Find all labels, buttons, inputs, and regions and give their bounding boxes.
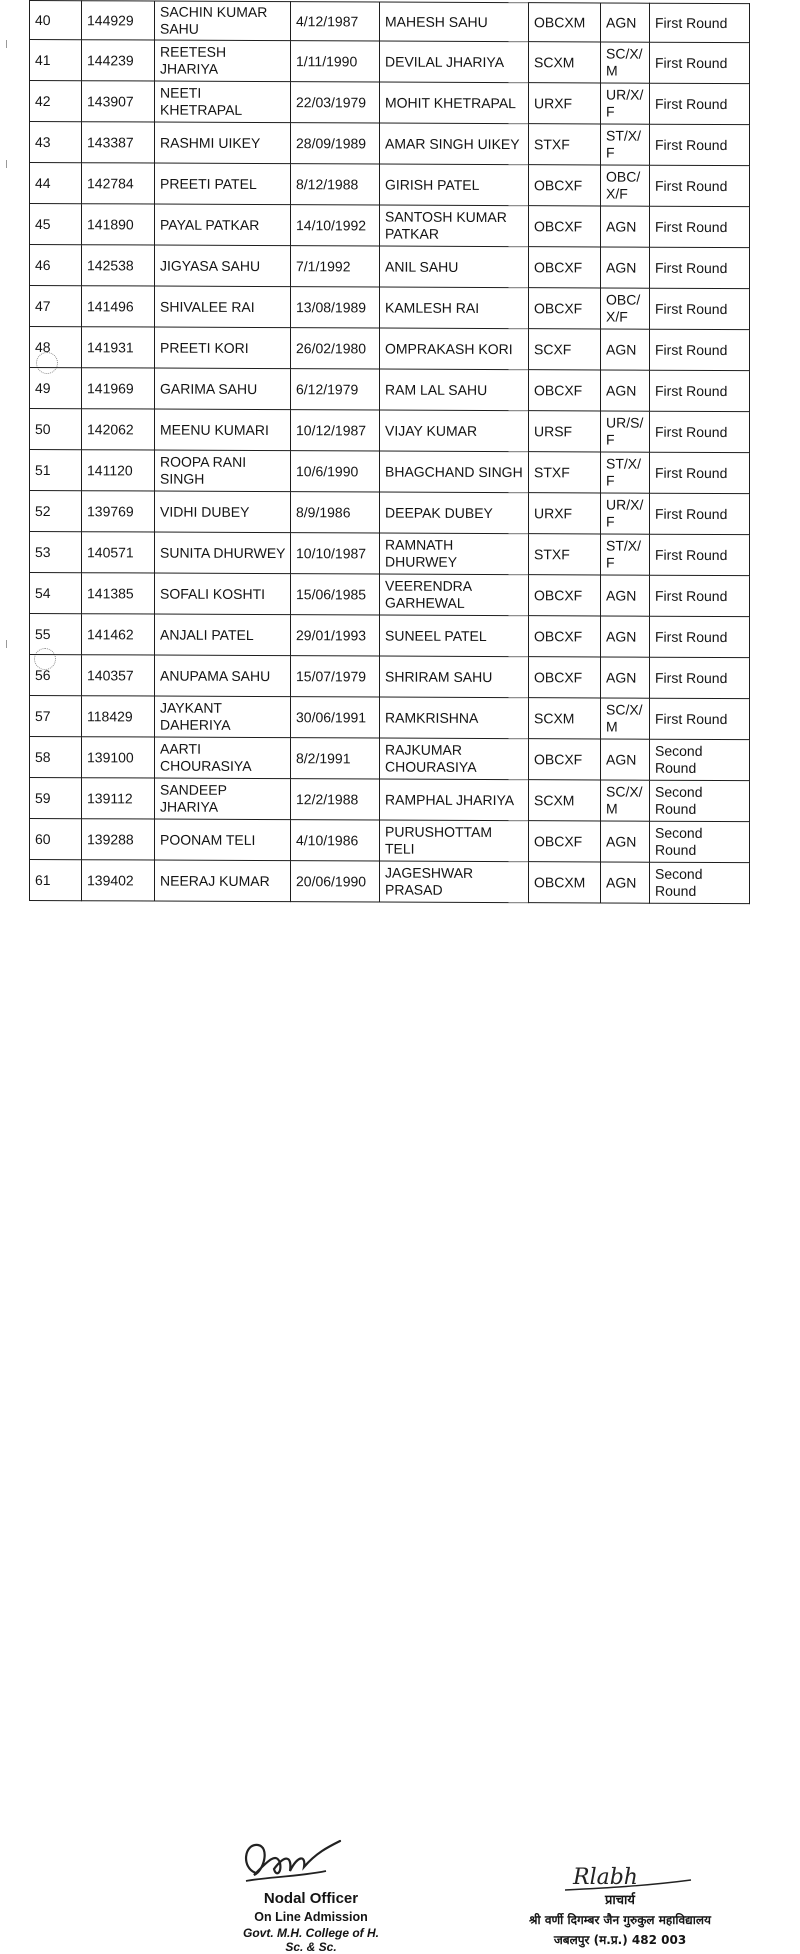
date-of-birth-cell: 13/08/1989: [291, 287, 380, 328]
application-id-cell: 118429: [82, 696, 155, 737]
serial-number-cell: 61: [30, 860, 82, 901]
father-name-cell: VIJAY KUMAR: [380, 410, 529, 452]
round-cell: First Round: [650, 370, 750, 411]
table-row: [30, 696, 750, 740]
allotted-category-cell: OBC/X/F: [601, 288, 650, 329]
college-name: श्री वर्णी दिगम्बर जैन गुरुकुल महाविद्यालय: [529, 1913, 711, 1927]
principal-title: प्राचार्य: [605, 1893, 635, 1908]
category-cell: OBCXF: [529, 247, 601, 288]
table-row: [30, 614, 750, 658]
category-cell: OBCXM: [529, 862, 601, 903]
category-cell: SCXM: [529, 780, 601, 821]
date-of-birth-cell: 10/12/1987: [291, 410, 380, 451]
application-id-cell: 140357: [82, 655, 155, 696]
application-id-cell: 139769: [82, 491, 155, 532]
candidate-name-cell: SANDEEP JHARIYA: [155, 778, 291, 820]
serial-number-cell: 53: [30, 532, 82, 573]
date-of-birth-cell: 15/06/1985: [291, 574, 380, 615]
application-id-cell: 141385: [82, 573, 155, 614]
allotted-category-cell: AGN: [601, 821, 650, 862]
father-name-cell: RAM LAL SAHU: [380, 369, 529, 411]
table-row: [30, 450, 750, 494]
allotted-category-cell: AGN: [601, 329, 650, 370]
candidate-name-cell: GARIMA SAHU: [155, 368, 291, 410]
round-cell: Second Round: [650, 739, 750, 780]
application-id-cell: 140571: [82, 532, 155, 573]
serial-number-cell: 56: [30, 655, 82, 696]
father-name-cell: RAMNATH DHURWEY: [380, 533, 529, 575]
category-cell: SCXM: [529, 698, 601, 739]
application-id-cell: 139100: [82, 737, 155, 778]
round-cell: First Round: [650, 165, 750, 206]
table-row: [30, 778, 750, 822]
category-cell: OBCXF: [529, 739, 601, 780]
scan-mark: [6, 40, 7, 48]
round-cell: First Round: [650, 42, 750, 83]
candidate-name-cell: PAYAL PATKAR: [155, 204, 291, 246]
round-cell: Second Round: [650, 821, 750, 862]
allotted-category-cell: SC/X/M: [601, 780, 650, 821]
table-row: [30, 286, 750, 330]
candidate-name-cell: POONAM TELI: [155, 819, 291, 861]
candidate-name-cell: NEETI KHETRAPAL: [155, 81, 291, 123]
candidate-name-cell: SACHIN KUMAR SAHU: [155, 1, 291, 41]
candidate-name-cell: SOFALI KOSHTI: [155, 573, 291, 615]
allotted-category-cell: ST/X/F: [601, 124, 650, 165]
father-name-cell: DEVILAL JHARIYA: [380, 41, 529, 83]
category-cell: OBCXF: [529, 821, 601, 862]
date-of-birth-cell: 8/2/1991: [291, 738, 380, 779]
allotted-category-cell: AGN: [601, 575, 650, 616]
table-row: [30, 122, 750, 166]
serial-number-cell: 49: [30, 368, 82, 409]
category-cell: OBCXF: [529, 370, 601, 411]
category-cell: OBCXF: [529, 575, 601, 616]
father-name-cell: SUNEEL PATEL: [380, 615, 529, 657]
scan-mark: [6, 160, 7, 168]
date-of-birth-cell: 8/12/1988: [291, 164, 380, 205]
round-cell: First Round: [650, 493, 750, 534]
category-cell: SCXM: [529, 42, 601, 83]
father-name-cell: GIRISH PATEL: [380, 164, 529, 206]
father-name-cell: BHAGCHAND SINGH: [380, 451, 529, 493]
allotted-category-cell: SC/X/M: [601, 698, 650, 739]
category-cell: STXF: [529, 124, 601, 165]
father-name-cell: OMPRAKASH KORI: [380, 328, 529, 370]
date-of-birth-cell: 30/06/1991: [291, 697, 380, 738]
date-of-birth-cell: 28/09/1989: [291, 123, 380, 164]
application-id-cell: 141931: [82, 327, 155, 368]
application-id-cell: 142538: [82, 245, 155, 286]
round-cell: Second Round: [650, 862, 750, 903]
category-cell: STXF: [529, 452, 601, 493]
application-id-cell: 143907: [82, 81, 155, 122]
candidate-name-cell: AARTI CHOURASIYA: [155, 737, 291, 779]
svg-text:Rlabh: Rlabh: [573, 1865, 638, 1890]
round-cell: First Round: [650, 575, 750, 616]
date-of-birth-cell: 14/10/1992: [291, 205, 380, 246]
category-cell: URXF: [529, 493, 601, 534]
application-id-cell: 141969: [82, 368, 155, 409]
serial-number-cell: 54: [30, 573, 82, 614]
allotted-category-cell: ST/X/F: [601, 452, 650, 493]
allotted-category-cell: UR/X/F: [601, 83, 650, 124]
nodal-officer-block: [236, 1890, 386, 1954]
application-id-cell: 139112: [82, 778, 155, 819]
allotted-category-cell: UR/X/F: [601, 493, 650, 534]
father-name-cell: RAMKRISHNA: [380, 697, 529, 739]
allotted-category-cell: ST/X/F: [601, 534, 650, 575]
round-cell: First Round: [650, 247, 750, 288]
round-cell: First Round: [650, 534, 750, 575]
serial-number-cell: 46: [30, 245, 82, 286]
candidate-name-cell: NEERAJ KUMAR: [155, 860, 291, 902]
scan-mark: [6, 640, 7, 648]
father-name-cell: ANIL SAHU: [380, 246, 529, 288]
date-of-birth-cell: 26/02/1980: [291, 328, 380, 369]
application-id-cell: 141890: [82, 204, 155, 245]
application-id-cell: 141496: [82, 286, 155, 327]
father-name-cell: PURUSHOTTAM TELI: [380, 820, 529, 862]
date-of-birth-cell: 15/07/1979: [291, 656, 380, 697]
date-of-birth-cell: 10/10/1987: [291, 533, 380, 574]
category-cell: OBCXF: [529, 657, 601, 698]
principal-stamp: [500, 1890, 740, 1948]
serial-number-cell: 59: [30, 778, 82, 819]
application-id-cell: 139402: [82, 860, 155, 901]
father-name-cell: DEEPAK DUBEY: [380, 492, 529, 534]
round-cell: First Round: [650, 83, 750, 124]
category-cell: OBCXF: [529, 288, 601, 329]
round-cell: First Round: [650, 329, 750, 370]
serial-number-cell: 60: [30, 819, 82, 860]
application-id-cell: 142784: [82, 163, 155, 204]
date-of-birth-cell: 10/6/1990: [291, 451, 380, 492]
father-name-cell: MAHESH SAHU: [380, 2, 529, 42]
table-row: [30, 491, 750, 535]
serial-number-cell: 51: [30, 450, 82, 491]
allotted-category-cell: AGN: [601, 247, 650, 288]
candidate-name-cell: ANJALI PATEL: [155, 614, 291, 656]
serial-number-cell: 40: [30, 1, 82, 40]
father-name-cell: VEERENDRA GARHEWAL: [380, 574, 529, 616]
table-row: [30, 737, 750, 781]
candidate-name-cell: ROOPA RANI SINGH: [155, 450, 291, 492]
nodal-officer-title: Nodal Officer: [263, 1890, 359, 1907]
date-of-birth-cell: 4/10/1986: [291, 820, 380, 861]
table-row: [30, 204, 750, 248]
allotted-category-cell: SC/X/M: [601, 42, 650, 83]
round-cell: Second Round: [650, 780, 750, 821]
category-cell: URSF: [529, 411, 601, 452]
serial-number-cell: 48: [30, 327, 82, 368]
candidate-name-cell: JIGYASA SAHU: [155, 245, 291, 287]
date-of-birth-cell: 4/12/1987: [291, 2, 380, 41]
father-name-cell: SANTOSH KUMAR PATKAR: [380, 205, 529, 247]
allotted-category-cell: AGN: [601, 657, 650, 698]
category-cell: SCXF: [529, 329, 601, 370]
candidate-name-cell: JAYKANT DAHERIYA: [155, 696, 291, 738]
serial-number-cell: 50: [30, 409, 82, 450]
father-name-cell: AMAR SINGH UIKEY: [380, 123, 529, 165]
date-of-birth-cell: 6/12/1979: [291, 369, 380, 410]
serial-number-cell: 47: [30, 286, 82, 327]
date-of-birth-cell: 20/06/1990: [291, 861, 380, 902]
round-cell: First Round: [650, 452, 750, 493]
nodal-officer-line2: On Line Admission: [254, 1910, 368, 1924]
serial-number-cell: 52: [30, 491, 82, 532]
college-address: जबलपुर (म.प्र.) 482 003: [553, 1933, 687, 1947]
allotted-category-cell: AGN: [601, 206, 650, 247]
round-cell: First Round: [650, 206, 750, 247]
table-row: [30, 819, 750, 863]
table-row: [30, 1, 750, 43]
date-of-birth-cell: 12/2/1988: [291, 779, 380, 820]
candidate-name-cell: SHIVALEE RAI: [155, 286, 291, 328]
category-cell: OBCXF: [529, 206, 601, 247]
serial-number-cell: 57: [30, 696, 82, 737]
serial-number-cell: 43: [30, 122, 82, 163]
table-row: [30, 163, 750, 207]
application-id-cell: 139288: [82, 819, 155, 860]
category-cell: URXF: [529, 83, 601, 124]
father-name-cell: MOHIT KHETRAPAL: [380, 82, 529, 124]
father-name-cell: RAJKUMAR CHOURASIYA: [380, 738, 529, 780]
date-of-birth-cell: 8/9/1986: [291, 492, 380, 533]
round-cell: First Round: [650, 411, 750, 452]
table-row: [30, 655, 750, 699]
table-row: [30, 368, 750, 412]
round-cell: First Round: [650, 657, 750, 698]
application-id-cell: 144239: [82, 40, 155, 81]
application-id-cell: 142062: [82, 409, 155, 450]
application-id-cell: 143387: [82, 122, 155, 163]
candidate-name-cell: PREETI PATEL: [155, 163, 291, 205]
signature-footer: [0, 915, 800, 1954]
table-row: [30, 327, 750, 371]
father-name-cell: JAGESHWAR PRASAD: [380, 861, 529, 903]
father-name-cell: SHRIRAM SAHU: [380, 656, 529, 698]
candidate-name-cell: SUNITA DHURWEY: [155, 532, 291, 574]
allotted-category-cell: UR/S/F: [601, 411, 650, 452]
serial-number-cell: 44: [30, 163, 82, 204]
serial-number-cell: 45: [30, 204, 82, 245]
admission-list-table: [29, 0, 750, 904]
serial-number-cell: 41: [30, 40, 82, 81]
category-cell: STXF: [529, 534, 601, 575]
category-cell: OBCXM: [529, 3, 601, 42]
father-name-cell: RAMPHAL JHARIYA: [380, 779, 529, 821]
round-cell: First Round: [650, 616, 750, 657]
table-row: [30, 860, 750, 904]
table-row: [30, 573, 750, 617]
serial-number-cell: 55: [30, 614, 82, 655]
nodal-officer-line3: Govt. M.H. College of H. Sc. & Sc.: [242, 1926, 379, 1954]
allotted-category-cell: AGN: [601, 862, 650, 903]
table-row: [30, 245, 750, 289]
application-id-cell: 141462: [82, 614, 155, 655]
application-id-cell: 141120: [82, 450, 155, 491]
allotted-category-cell: AGN: [601, 739, 650, 780]
serial-number-cell: 58: [30, 737, 82, 778]
table-row: [30, 40, 750, 84]
date-of-birth-cell: 22/03/1979: [291, 82, 380, 123]
nodal-officer-signature: [236, 1833, 346, 1893]
candidate-name-cell: MEENU KUMARI: [155, 409, 291, 451]
allotted-category-cell: AGN: [601, 370, 650, 411]
round-cell: First Round: [650, 288, 750, 329]
allotted-category-cell: AGN: [601, 616, 650, 657]
date-of-birth-cell: 1/11/1990: [291, 41, 380, 82]
round-cell: First Round: [650, 3, 750, 42]
table-body: [30, 1, 750, 904]
serial-number-cell: 42: [30, 81, 82, 122]
round-cell: First Round: [650, 124, 750, 165]
category-cell: OBCXF: [529, 165, 601, 206]
father-name-cell: KAMLESH RAI: [380, 287, 529, 329]
principal-signature: [565, 1860, 695, 1894]
candidate-name-cell: PREETI KORI: [155, 327, 291, 369]
round-cell: First Round: [650, 698, 750, 739]
candidate-name-cell: VIDHI DUBEY: [155, 491, 291, 533]
date-of-birth-cell: 29/01/1993: [291, 615, 380, 656]
candidate-name-cell: RASHMI UIKEY: [155, 122, 291, 164]
application-id-cell: 144929: [82, 1, 155, 40]
allotted-category-cell: OBC/X/F: [601, 165, 650, 206]
table-row: [30, 81, 750, 125]
table-row: [30, 532, 750, 576]
allotted-category-cell: AGN: [601, 3, 650, 42]
candidate-name-cell: ANUPAMA SAHU: [155, 655, 291, 697]
category-cell: OBCXF: [529, 616, 601, 657]
table-row: [30, 409, 750, 453]
date-of-birth-cell: 7/1/1992: [291, 246, 380, 287]
candidate-name-cell: REETESH JHARIYA: [155, 40, 291, 82]
